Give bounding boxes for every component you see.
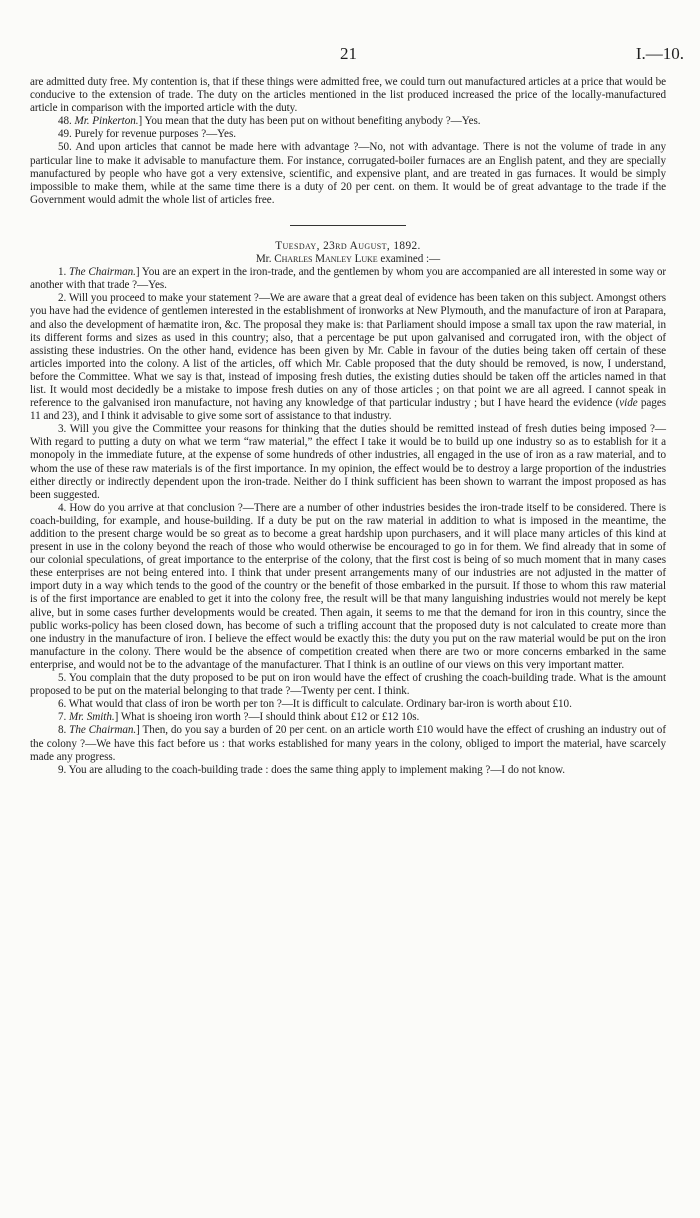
question-7	[30, 711, 666, 724]
question-5: 5. You complain that the duty proposed to be put on iron would have the effect of crushing the coach-building trade. What is the amount proposed to be put on the material belonging to that trade ?—Twenty per cent. I think.	[30, 672, 666, 698]
date-heading: Tuesday, 23rd August, 1892.	[275, 239, 421, 252]
question-text: ] You mean that the duty has been put on without benefiting anybody ?—Yes.	[138, 115, 481, 128]
question-text: 2. Will you proceed to make your statement ?—We are aware that a great deal of evidence has been taken on this subject. Amongst others you have had the evidence of gentlemen interested in the establishment of ironworks at New Plymouth, and the manufacture of iron at Parapara, and also the development of hæmatite iron, &c. The proposal they make is: that Parliament should impose a small tax upon the raw material, in its different forms and sizes as used in this country; also, that a percentage be put upon galvanised and corrugated iron, with the object of assisting these industries. On the other hand, evidence has been given by Mr. Cable in favour of the duties being taken off certain of these articles imported into the colony. A list of the articles, off which Mr. Cable proposed that the duty should be removed, is now, I understand, before the Committee. What we say is that, instead of imposing fresh duties, the existing duties should be taken off the articles named in that list. It would most decidedly be a mistake to impose fresh duties on any of those articles ; on that point we are all agreed. I cannot speak in reference to the galvanised iron manufacture, not having any knowledge of that particular industry ; but I have heard the evidence (	[30, 292, 666, 410]
speaker-name: The Chairman.	[69, 724, 137, 737]
witness-heading	[30, 253, 666, 266]
question-8	[30, 724, 666, 763]
section-divider	[290, 225, 406, 226]
question-number: 7.	[58, 711, 69, 724]
question-9: 9. You are alluding to the coach-building trade : does the same thing apply to implement making ?—I do not know.	[58, 763, 565, 776]
question-number: 1.	[58, 266, 70, 279]
speaker-name: Mr. Smith.	[69, 711, 115, 724]
witness-name: Charles Manley Luke	[274, 253, 378, 266]
witness-suffix: examined :—	[377, 253, 441, 266]
question-2	[30, 292, 666, 423]
question-text: ] What is shoeing iron worth ?—I should think about £12 or £12 10s.	[114, 711, 420, 724]
speaker-name: Mr. Pinkerton.	[74, 115, 139, 128]
question-text: ] Then, do you say a burden of 20 per cent. on an article worth £10 would have the effect of crushing an industry out of the colony ?—We have this fact before us : that works established for many years in the colony, obliged to import the material, have scarcely made any progress.	[30, 724, 666, 763]
question-text: ] You are an expert in the iron-trade, and the gentlemen by whom you are accompanied are all interested in some way or another with that trade ?—Yes.	[30, 266, 667, 292]
question-text-end: pages 11 and 23), and I think it advisable to give some sort of assistance to that industry.	[30, 397, 666, 423]
document-body	[30, 76, 666, 777]
continued-paragraph: are admitted duty free. My contention is, that if these things were admitted free, we could turn out manufactured articles at a price that would be conducive to the extension of trade. The duty on the articles mentioned in the list produced increased the price of the locally-manufactured article in comparison with the imported article with the duty.	[30, 76, 666, 115]
page-number: 21	[340, 44, 357, 63]
question-49: 49. Purely for revenue purposes ?—Yes.	[58, 128, 236, 141]
page-header	[0, 44, 700, 64]
question-50: 50. And upon articles that cannot be made here with advantage ?—No, not with advantage. There is not the volume of trade in any particular line to make it advisable to manufacture them. For instance, corrugated-boiler furnaces are an English patent, and they are specially manufactured by people who have got a very extensive, scientific, and expensive plant, and are treated in gas furnaces. It would be simply impossible to make them, while at the same time there is a duty of 20 per cent. on them. It would be of great advantage to the trade if the Government would admit the whole list of articles free.	[30, 141, 666, 206]
witness-title: Mr.	[255, 253, 275, 266]
question-1	[30, 266, 666, 292]
question-4: 4. How do you arrive at that conclusion ?—There are a number of other industries besides the iron-trade itself to be considered. There is coach-building, for example, and house-building. If a duty be put on the raw material in addition to what is imposed in the meantime, the addition to the present charge would be so great as to become a great hardship upon purchasers, and it will place many articles of this kind at present in use in the colony beyond the reach of those who would otherwise be encouraged to go in for them. We find already that in some of our colonial speculations, of great importance to the enterprise of the colony, that the first cost is being of so much moment that in many cases these enterprises are not being entered into. I think that under present arrangements many of our industries are not adjusted in the matter of import duty in a way which tends to the good of the country or the benefit of those embarked in the pursuit. If those to whom this raw material is of the first importance are enabled to get it into the colony free, the result will be that many languishing industries would not merely be kept alive, but in some cases further developments would be created. Then again, it seems to me that the demand for iron in this country, since the public works-policy has been closed down, has become of such a trifling account that the proposed duty is not calculated to create more than one industry in the manufacture of iron. I believe the effect would be exactly this: the duty you put on the raw material would be put on the iron manufacture in the colony. There would be the absence of competition created when there are two or more concerns embarked in the same enterprise, and would not be to the advantage of the manufacturer. That I think is an outline of our views on this very important matter.	[30, 501, 666, 671]
speaker-name: The Chairman.	[69, 266, 136, 279]
document-reference: I.—10.	[635, 44, 684, 63]
question-number: 8.	[58, 724, 70, 737]
question-48	[30, 115, 666, 128]
question-3: 3. Will you give the Committee your reasons for thinking that the duties should be remitted instead of fresh duties being imposed ?—With regard to putting a duty on what we term “raw material,” the effect I take it would be to build up one industry so as to establish for it a monopoly in the immediate future, at the expense of some hundreds of other industries, all engaged in the use of iron as a raw material, and to whom the use of these raw materials is of the first importance. In my opinion, the effect would be to destroy a large proportion of the industries either directly or indirectly dependent upon the iron-trade. Neither do I think sufficient has been shown to warrant the impost proposed as has been suggested.	[30, 423, 666, 501]
question-number: 48.	[58, 115, 75, 128]
question-6: 6. What would that class of iron be worth per ton ?—It is difficult to calculate. Ordinary bar-iron is worth about £10.	[58, 698, 572, 711]
vide-reference: vide	[619, 397, 638, 410]
